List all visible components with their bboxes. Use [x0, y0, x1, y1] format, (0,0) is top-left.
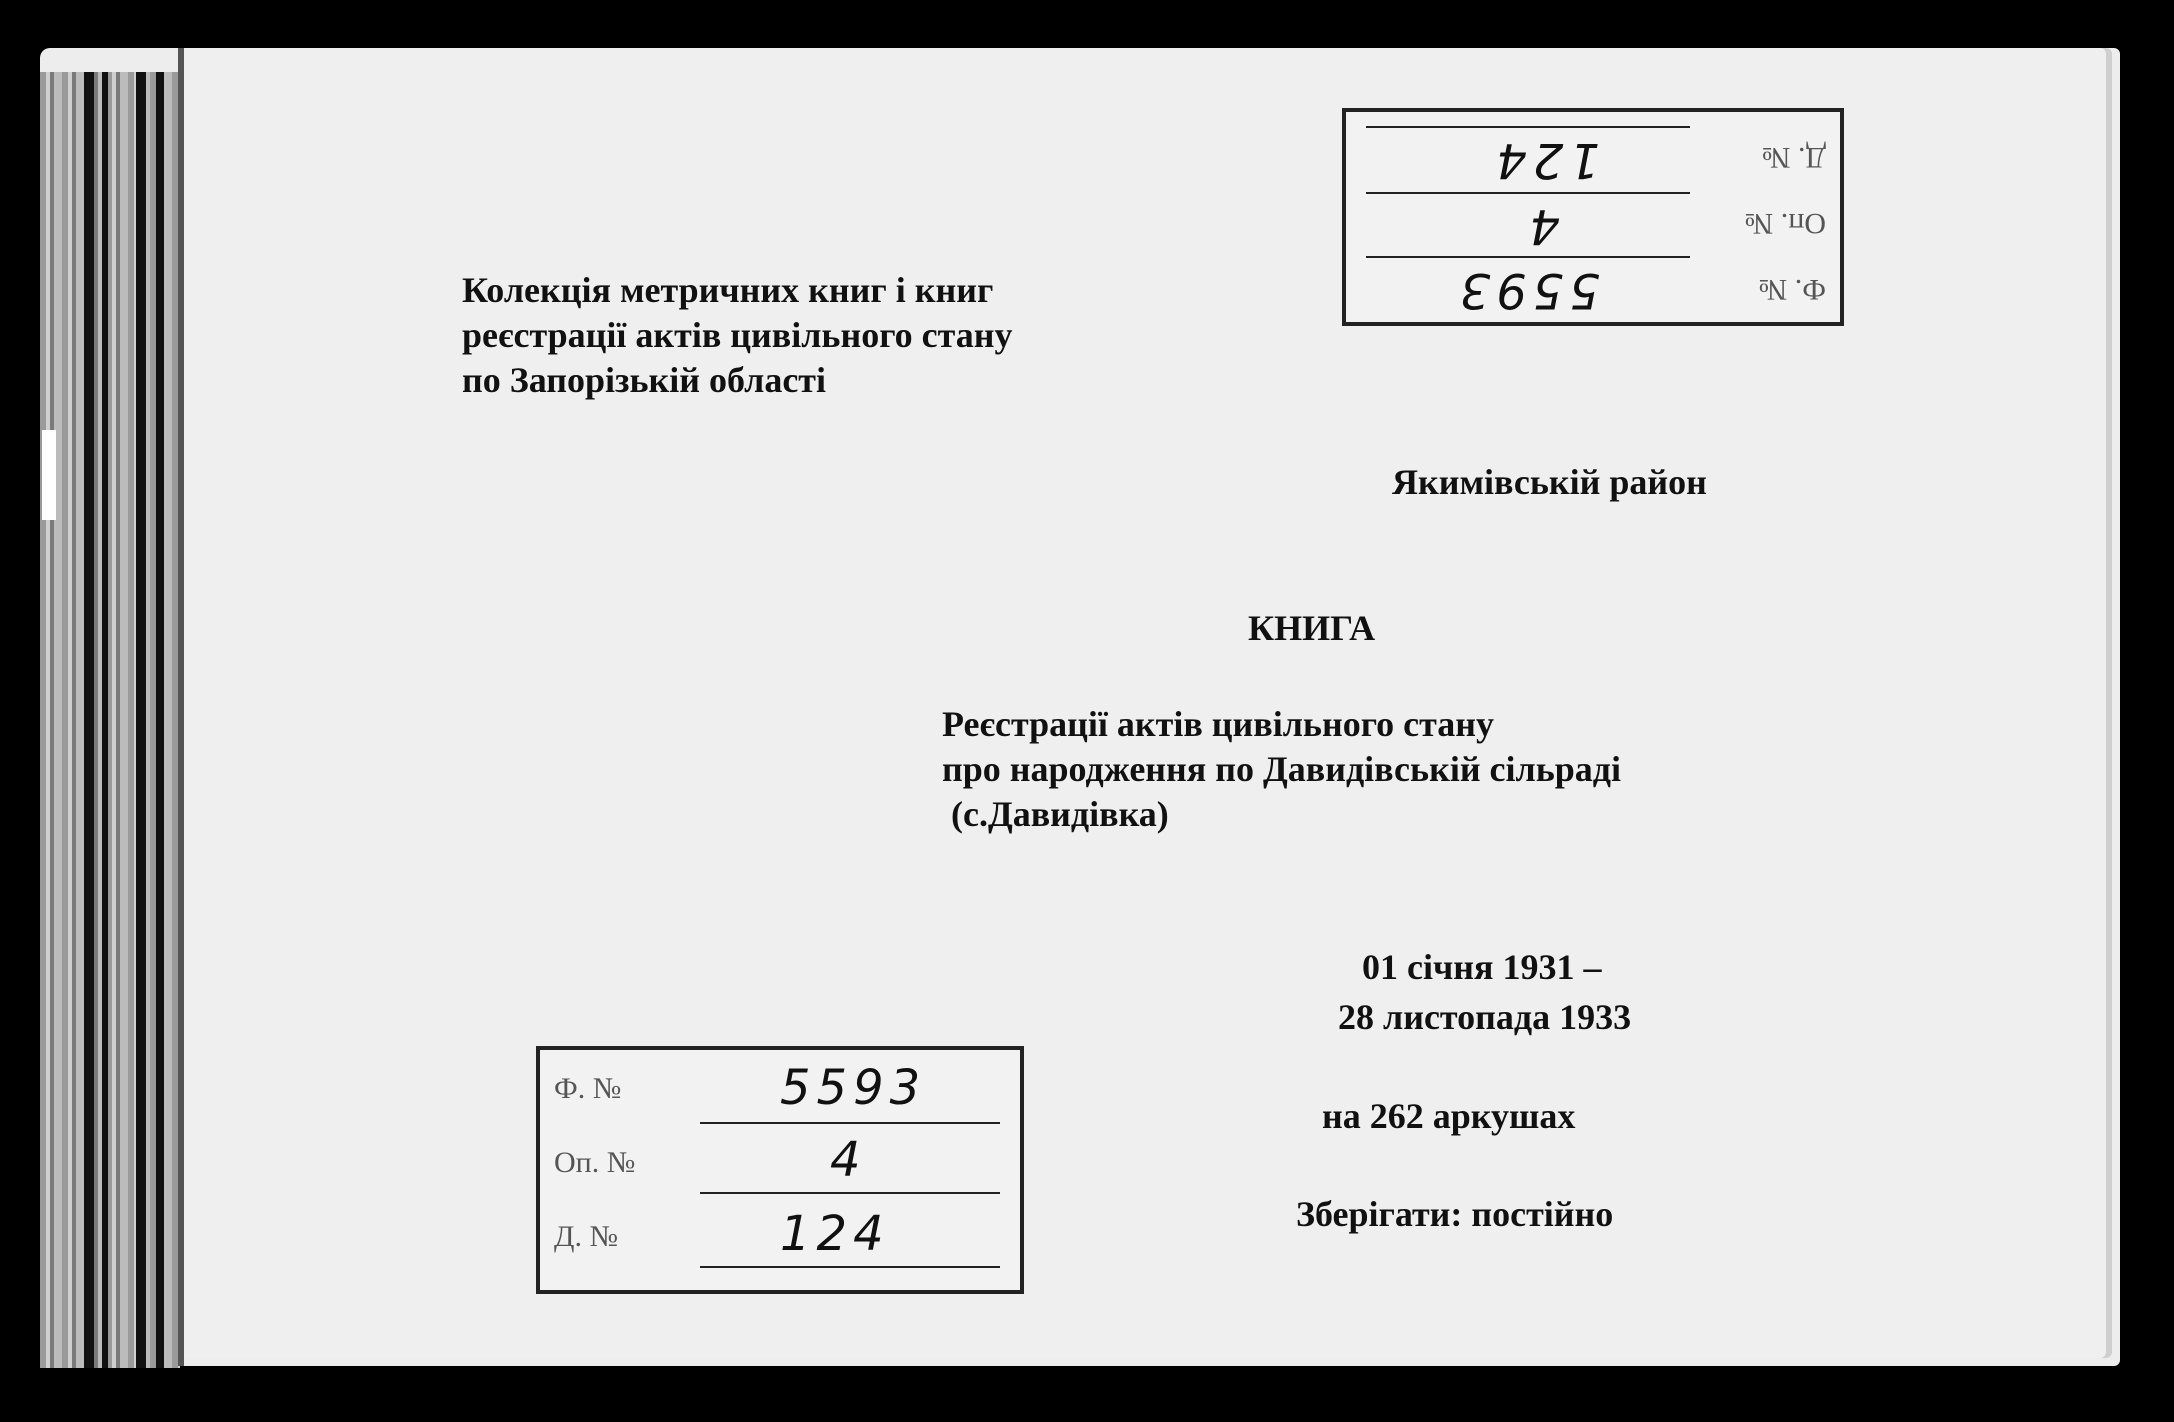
stamp-underline [700, 1192, 1000, 1194]
stamp-underline [1366, 256, 1690, 258]
stamp-label-fond: Ф. № [554, 1072, 622, 1105]
date-range-start: 01 січня 1931 – [1362, 947, 1602, 987]
stamp-row-fond [540, 1062, 1020, 1122]
stamp-underline [1366, 192, 1690, 194]
book-subtitle-line: Реєстрації актів цивільного стану [942, 704, 1494, 744]
book-subtitle-line: про народження по Давидівській сільраді [942, 749, 1622, 789]
stamp-label-delo: Д. № [1761, 141, 1826, 174]
book-subtitle-line: (с.Давидівка) [942, 794, 1169, 834]
book-title: КНИГА [1248, 608, 1376, 648]
archive-stamp-inverted [1342, 108, 1844, 326]
stamp-label-delo: Д. № [554, 1220, 619, 1253]
district-label: Якимівськiй район [1392, 462, 1707, 502]
collection-title-line: Колекція метричних книг і книг [462, 270, 994, 310]
binding-stripe [136, 72, 146, 1368]
stamp-row-opis [1346, 190, 1840, 254]
stamp-value-fond: 5593 [1453, 262, 1600, 318]
stamp-row-delo [540, 1206, 1020, 1270]
stamp-underline [700, 1266, 1000, 1268]
book-subtitle [942, 702, 1621, 837]
archive-stamp [536, 1046, 1024, 1294]
book-binding [40, 72, 180, 1368]
stamp-value-opis: 4 [830, 1132, 867, 1188]
stamp-value-opis: 4 [1523, 198, 1560, 254]
stamp-value-delo: 124 [1490, 132, 1600, 188]
binding-stripe [156, 72, 164, 1368]
storage-term: Зберігати: постійно [1296, 1194, 1614, 1234]
stamp-label-opis: Оп. № [554, 1146, 636, 1179]
binding-stripe [84, 72, 94, 1368]
stamp-row-delo [1346, 124, 1840, 188]
paper-tear [42, 430, 56, 520]
stamp-underline [700, 1122, 1000, 1124]
collection-title-line: по Запорізькій області [462, 360, 826, 400]
collection-title-line: реєстрації актів цивільного стану [462, 315, 1013, 355]
stamp-label-fond: Ф. № [1758, 273, 1826, 306]
collection-title [462, 268, 1013, 403]
binding-stripe [102, 72, 108, 1368]
stamp-label-opis: Оп. № [1744, 207, 1826, 240]
stamp-row-opis [540, 1132, 1020, 1196]
stamp-underline [1366, 126, 1690, 128]
stamp-value-fond: 5593 [780, 1060, 927, 1116]
stamp-value-delo: 124 [780, 1206, 890, 1262]
stamp-row-fond [1346, 256, 1840, 316]
sheet-count: на 262 аркушах [1322, 1096, 1576, 1136]
date-range-end: 28 листопада 1933 [1338, 997, 1632, 1037]
